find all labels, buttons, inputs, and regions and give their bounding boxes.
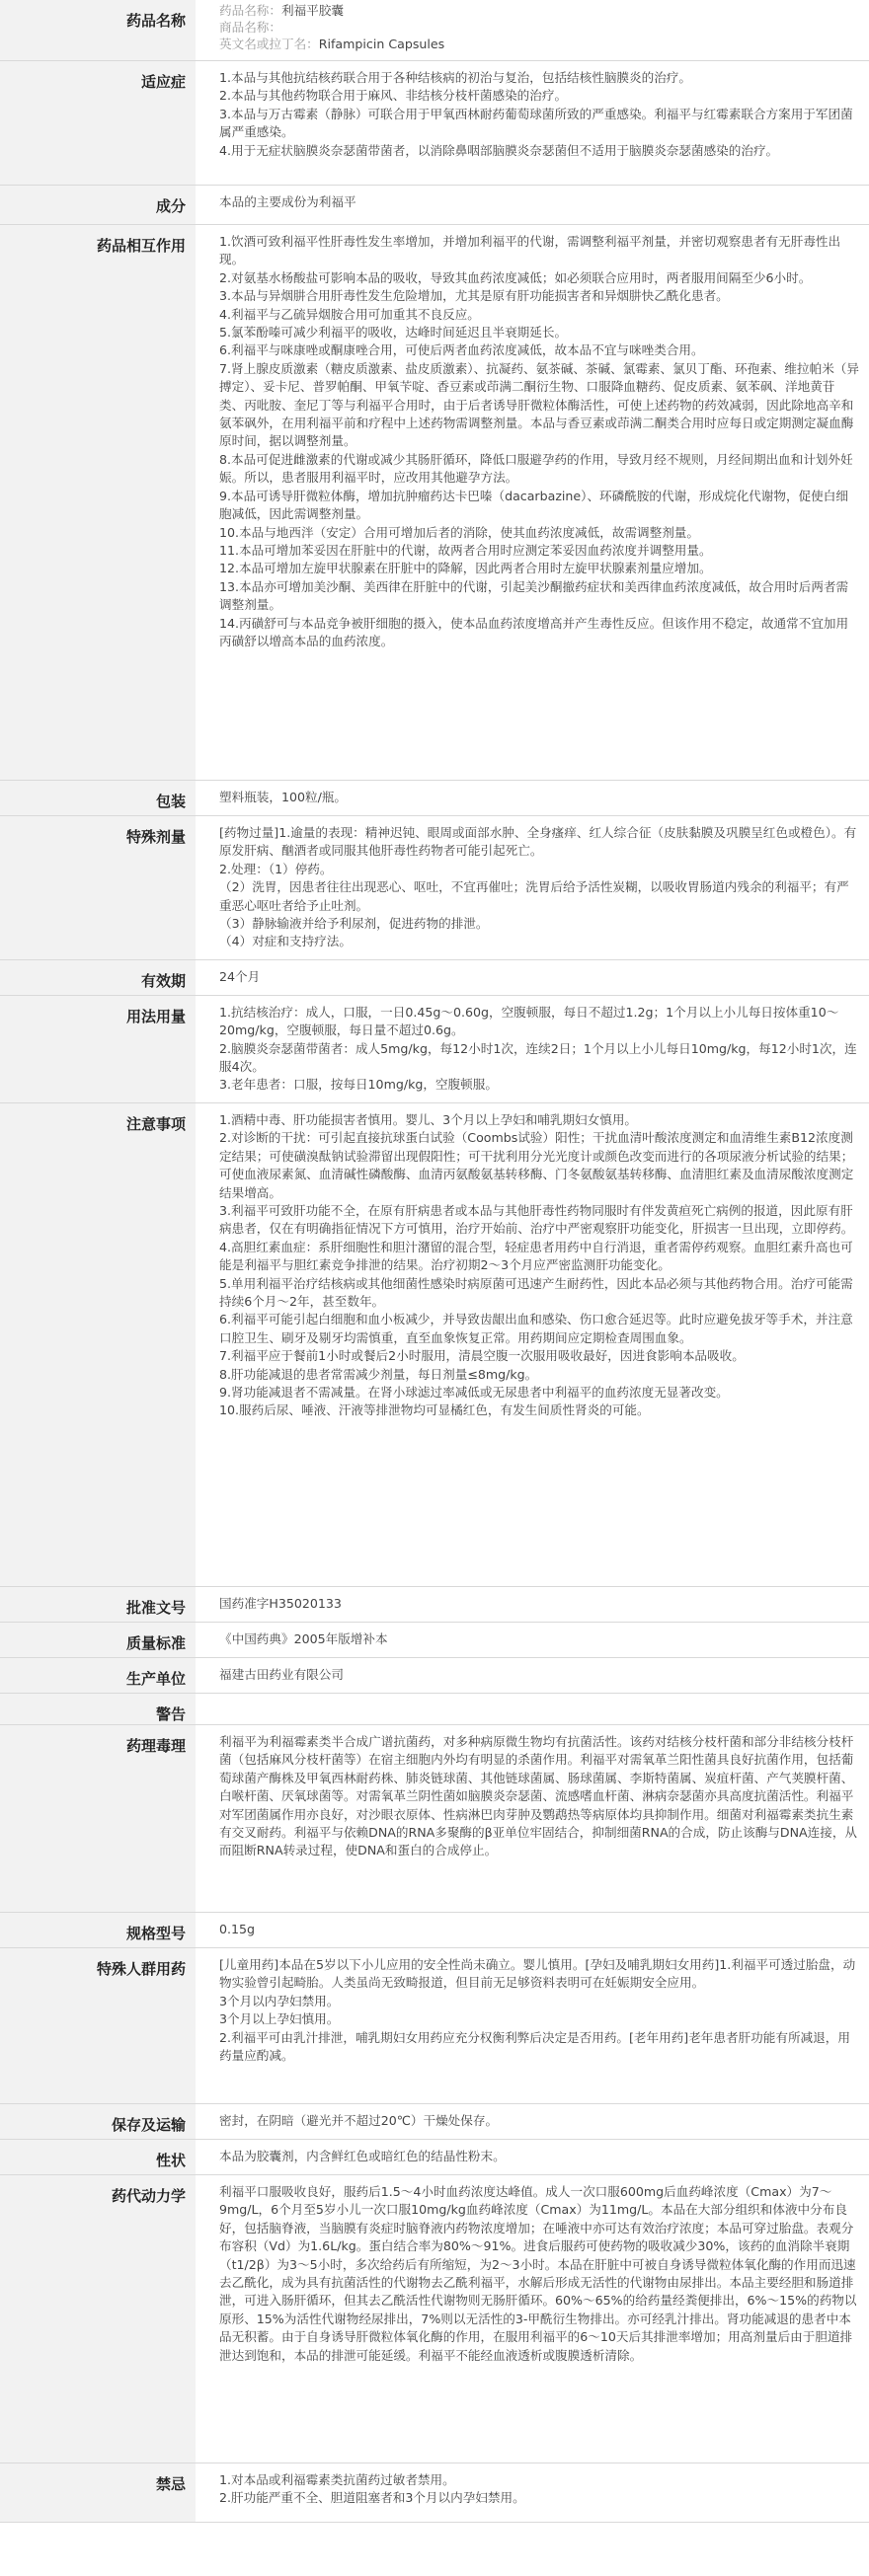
dosage-line: 3.老年患者：口服，按每日10mg/kg，空腹顿服。 [219, 1077, 498, 1093]
indication-line: 1.本品与其他抗结核药联合用于各种结核病的初治与复治，包括结核性脑膜炎的治疗。 [219, 70, 691, 85]
precaution-line: 10.服药后尿、唾液、汗液等排泄物均可显橘红色，有发生间质性肾炎的可能。 [219, 1402, 650, 1418]
row-manufacturer [0, 1657, 869, 1693]
interaction-line: 7.肾上腺皮质激素（糖皮质激素、盐皮质激素）、抗凝药、氨茶碱、茶碱、氯霉素、氯贝丁酯、环孢素、维拉帕米（异搏定）、妥卡尼、普罗帕酮、甲氧苄啶、香豆素或茚满二酮衍生物、口服降血糖药、促皮质素、氨苯砜、洋地黄苷类、丙吡胺、奎尼丁等与利福平合用时，由于后者诱导肝微粒体酶活性，可使上述药物的药效减弱，因此除地高辛和氨苯砜外，在用利福平前和疗程中上述药物需调整剂量。本品与香豆素或茚满二酮类合用时应每日或定期测定凝血酶原时间，据以调整剂量。 [219, 360, 859, 449]
interaction-line: 13.本品亦可增加美沙酮、美西律在肝脏中的代谢，引起美沙酮撤药症状和美西律血药浓度减低，故合用时后两者需调整剂量。 [219, 578, 849, 613]
row-properties [0, 2139, 869, 2174]
interaction-line: 2.对氨基水杨酸盐可影响本品的吸收，导致其血药浓度减低；如必须联合应用时，两者服用间隔至少6小时。 [219, 269, 812, 285]
label-drug-name: 药品名称 [0, 0, 196, 61]
interaction-line: 11.本品可增加苯妥因在肝脏中的代谢，故两者合用时应测定苯妥因血药浓度并调整用量。 [219, 542, 712, 558]
precaution-line: 4.高胆红素血症：系肝细胞性和胆汁潴留的混合型，轻症患者用药中自行消退，重者需停药观察。血胆红素升高也可能是利福平与胆红素竞争排泄的结果。治疗初期2～3个月应严密监测肝功能变化。 [219, 1239, 853, 1273]
row-pharmacokinetics [0, 2174, 869, 2462]
label-warning: 警告 [0, 1693, 196, 1724]
label-overdose: 特殊剂量 [0, 816, 196, 960]
special-population-line: [儿童用药]本品在5岁以下小儿应用的安全性尚未确立。婴儿慎用。[孕妇及哺乳期妇女用药]1.利福平可透过胎盘，动物实验曾引起畸胎。人类虽尚无致畸报道，但目前无足够资料表明可在妊娠期安全应用。 [219, 1956, 856, 1991]
value-ingredients: 本品的主要成份为利福平 [196, 186, 869, 225]
english-name-key: 英文名或拉丁名： [219, 37, 319, 51]
value-pharmacology: 利福平为利福霉素类半合成广谱抗菌药，对多种病原微生物均有抗菌活性。该药对结核分枝杆菌和部分非结核分枝杆菌（包括麻风分枝杆菌等）在宿主细胞内外均有明显的杀菌作用。利福平对需氧革兰阳性菌具良好抗菌作用，包括葡萄球菌产酶株及甲氧西林耐药株、肺炎链球菌、其他链球菌属、肠球菌属、李斯特菌属、炭疽杆菌、产气荚膜杆菌、白喉杆菌、厌氧球菌等。对需氧革兰阴性菌如脑膜炎奈瑟菌、流感嗜血杆菌、淋病奈瑟菌亦具高度抗菌活性。利福平对军团菌属作用亦良好，对沙眼衣原体、性病淋巴肉芽肿及鹦鹉热等病原体均具抑制作用。细菌对利福霉素类抗生素有交叉耐药。利福平与依赖DNA的RNA多聚酶的β亚单位牢固结合，抑制细菌RNA的合成，防止该酶与DNA连接，从而阻断RNA转录过程，使DNA和蛋白的合成停止。 [196, 1724, 869, 1912]
row-overdose [0, 816, 869, 960]
row-pharmacology [0, 1724, 869, 1912]
value-pharmacokinetics: 利福平口服吸收良好，服药后1.5～4小时血药浓度达峰值。成人一次口服600mg后血药峰浓度（Cmax）为7～9mg/L，6个月至5岁小儿一次口服10mg/kg血药峰浓度（Cmax）为11mg/L。本品在大部分组织和体液中分布良好，包括脑脊液，当脑膜有炎症时脑脊液内药物浓度增加；在唾液中亦可达有效治疗浓度；本品可穿过胎盘。表观分布容积（Vd）为1.6L/kg。蛋白结合率为80%～91%。进食后服药可使药物的吸收减少30%，该药的血消除半衰期（t1/2β）为3～5小时，多次给药后有所缩短，为2～3小时。本品在肝脏中可被自身诱导微粒体氧化酶的作用而迅速去乙酰化，成为具有抗菌活性的代谢物去乙酰利福平，水解后形成无活性的代谢物由尿排出。本品主要经胆和肠道排泄，可进入肠肝循环，但其去乙酰活性代谢物则无肠肝循环。60%～65%的给药量经粪便排出，6%～15%的药物以原形、15%为活性代谢物经尿排出，7%则以无活性的3-甲酰衍生物排出。亦可经乳汁排出。肾功能减退的患者中本品无积蓄。由于自身诱导肝微粒体氧化酶的作用，在服用利福平的6～10天后其排泄率增加；用高剂量后由于胆道排泄达到饱和，本品的排泄可能延缓。利福平不能经血液透析或腹膜透析清除。 [196, 2174, 869, 2462]
value-storage: 密封，在阴暗（避光并不超过20℃）干燥处保存。 [196, 2103, 869, 2139]
special-population-line: 3个月以上孕妇慎用。 [219, 2011, 340, 2027]
row-validity [0, 959, 869, 995]
row-special-population [0, 1947, 869, 2103]
value-contraindications [196, 2462, 869, 2522]
dosage-line: 1.抗结核治疗：成人，口服，一日0.45g～0.60g，空腹顿服，每日不超过1.2g；1个月以上小儿每日按体重10～20mg/kg，空腹顿服，每日量不超过0.6g。 [219, 1004, 839, 1038]
precaution-line: 5.单用利福平治疗结核病或其他细菌性感染时病原菌可迅速产生耐药性，因此本品必须与其他药物合用。治疗可能需持续6个月～2年，甚至数年。 [219, 1275, 853, 1309]
value-special-population [196, 1947, 869, 2103]
precaution-line: 6.利福平可能引起白细胞和血小板减少，并导致齿龈出血和感染、伤口愈合延迟等。此时应避免拔牙等手术，并注意口腔卫生、刷牙及剔牙均需慎重，直至血象恢复正常。用药期间应定期检查周围血象。 [219, 1312, 853, 1345]
row-contraindications [0, 2462, 869, 2522]
precaution-line: 1.酒精中毒、肝功能损害者慎用。婴儿、3个月以上孕妇和哺乳期妇女慎用。 [219, 1111, 638, 1127]
value-package: 塑料瓶装，100粒/瓶。 [196, 781, 869, 816]
overdose-line: （3）静脉输液并给予利尿剂，促进药物的排泄。 [219, 916, 489, 932]
label-package: 包装 [0, 781, 196, 816]
label-ingredients: 成分 [0, 186, 196, 225]
special-population-line: 3个月以内孕妇禁用。 [219, 1993, 340, 2008]
contraindication-line: 2.肝功能严重不全、胆道阻塞者和3个月以内孕妇禁用。 [219, 2490, 525, 2506]
label-manufacturer: 生产单位 [0, 1657, 196, 1693]
value-manufacturer: 福建古田药业有限公司 [196, 1657, 869, 1693]
interaction-line: 6.利福平与咪康唑或酮康唑合用，可使后两者血药浓度减低，故本品不宜与咪唑类合用。 [219, 342, 704, 358]
label-storage: 保存及运输 [0, 2103, 196, 2139]
row-interactions [0, 225, 869, 781]
value-warning [196, 1693, 869, 1724]
label-indications: 适应症 [0, 61, 196, 186]
generic-name-value: 利福平胶囊 [280, 3, 344, 18]
label-precautions: 注意事项 [0, 1102, 196, 1586]
value-indications [196, 61, 869, 186]
interaction-line: 4.利福平与乙硫异烟胺合用可加重其不良反应。 [219, 306, 480, 322]
interaction-line: 9.本品可诱导肝微粒体酶，增加抗肿瘤药达卡巴嗪（dacarbazine）、环磷酰胺的代谢，形成烷化代谢物，促使白细胞减低，因此需调整剂量。 [219, 488, 848, 522]
precaution-line: 3.利福平可致肝功能不全，在原有肝病患者或本品与其他肝毒性药物同服时有伴发黄疸死亡病例的报道，因此原有肝病患者，仅在有明确指征情况下方可慎用，治疗开始前、治疗中严密观察肝功能变化，肝损害一旦出现，立即停药。 [219, 1202, 854, 1237]
label-pharmacology: 药理毒理 [0, 1724, 196, 1912]
trade-name-key: 商品名称： [219, 20, 281, 35]
indication-line: 4.用于无症状脑膜炎奈瑟菌带菌者，以消除鼻咽部脑膜炎奈瑟菌但不适用于脑膜炎奈瑟菌感染的治疗。 [219, 142, 779, 158]
row-package [0, 781, 869, 816]
label-validity: 有效期 [0, 959, 196, 995]
interaction-line: 3.本品与异烟肼合用肝毒性发生危险增加，尤其是原有肝功能损害者和异烟肼快乙酰化患者。 [219, 288, 729, 304]
precaution-line: 2.对诊断的干扰：可引起直接抗球蛋白试验（Coombs试验）阳性；干扰血清叶酸浓度测定和血清维生素B12浓度测定结果；可使磺溴酞钠试验滞留出现假阳性；可干扰利用分光光度计或颜色改变而进行的各项尿液分析试验的结果；可使血液尿素氮、血清碱性磷酸酶、血清丙氨酸氨基转移酶、门冬氨酸氨基转移酶、血清胆红素及血清尿酸浓度测定结果增高。 [219, 1130, 854, 1200]
generic-name-key: 药品名称： [219, 3, 281, 18]
label-spec: 规格型号 [0, 1912, 196, 1947]
overdose-line: 2.处理：（1）停药。 [219, 861, 333, 876]
value-dosage [196, 995, 869, 1102]
contraindication-line: 1.对本品或利福霉素类抗菌药过敏者禁用。 [219, 2471, 455, 2487]
value-approval: 国药准字H35020133 [196, 1586, 869, 1622]
row-spec [0, 1912, 869, 1947]
overdose-line: [药物过量]1.逾量的表现：精神迟钝、眼周或面部水肿、全身瘙痒、红人综合征（皮肤黏膜及巩膜呈红色或橙色）。有原发肝病、酗酒者或同服其他肝毒性药物者可能引起死亡。 [219, 825, 857, 859]
interaction-line: 1.饮酒可致利福平性肝毒性发生率增加，并增加利福平的代谢，需调整利福平剂量，并密切观察患者有无肝毒性出现。 [219, 234, 841, 267]
label-dosage: 用法用量 [0, 995, 196, 1102]
interaction-line: 10.本品与地西泮（安定）合用可增加后者的消除，使其血药浓度减低，故需调整剂量。 [219, 524, 699, 540]
row-name [0, 0, 869, 61]
row-storage [0, 2103, 869, 2139]
label-properties: 性状 [0, 2139, 196, 2174]
label-standard: 质量标准 [0, 1622, 196, 1657]
row-ingredients [0, 186, 869, 225]
overdose-line: （4）对症和支持疗法。 [219, 934, 352, 949]
label-special-population: 特殊人群用药 [0, 1947, 196, 2103]
value-spec: 0.15g [196, 1912, 869, 1947]
precaution-line: 7.利福平应于餐前1小时或餐后2小时服用，清晨空腹一次服用吸收最好，因进食影响本品吸收。 [219, 1348, 745, 1364]
interaction-line: 14.丙磺舒可与本品竞争被肝细胞的摄入，使本品血药浓度增高并产生毒性反应。但该作用不稳定，故通常不宜加用丙磺舒以增高本品的血药浓度。 [219, 615, 849, 648]
row-precautions [0, 1102, 869, 1586]
precaution-line: 9.肾功能减退者不需减量。在肾小球滤过率减低或无尿患者中利福平的血药浓度无显著改变。 [219, 1384, 729, 1400]
value-precautions [196, 1102, 869, 1586]
value-overdose [196, 816, 869, 960]
row-warning [0, 1693, 869, 1724]
interaction-line: 12.本品可增加左旋甲状腺素在肝脏中的降解，因此两者合用时左旋甲状腺素剂量应增加。 [219, 561, 712, 576]
english-name-value: Rifampicin Capsules [318, 37, 445, 51]
value-drug-name [196, 0, 869, 61]
label-pharmacokinetics: 药代动力学 [0, 2174, 196, 2462]
indication-line: 2.本品与其他药物联合用于麻风、非结核分枝杆菌感染的治疗。 [219, 88, 568, 104]
dosage-line: 2.脑膜炎奈瑟菌带菌者：成人5mg/kg，每12小时1次，连续2日；1个月以上小儿每日10mg/kg，每12小时1次，连服4次。 [219, 1040, 857, 1075]
value-properties: 本品为胶囊剂，内含鲜红色或暗红色的结晶性粉末。 [196, 2139, 869, 2174]
value-validity: 24个月 [196, 959, 869, 995]
row-dosage [0, 995, 869, 1102]
interaction-line: 5.氯苯酚嗪可减少利福平的吸收，达峰时间延迟且半衰期延长。 [219, 325, 568, 341]
row-indications [0, 61, 869, 186]
indication-line: 3.本品与万古霉素（静脉）可联合用于甲氧西林耐药葡萄球菌所致的严重感染。利福平与红霉素联合方案用于军团菌属严重感染。 [219, 106, 853, 140]
special-population-line: 2.利福平可由乳汁排泄，哺乳期妇女用药应充分权衡利弊后决定是否用药。[老年用药]老年患者肝功能有所减退，用药量应酌减。 [219, 2029, 850, 2063]
label-contraindications: 禁忌 [0, 2462, 196, 2522]
interaction-line: 8.本品可促进雌激素的代谢或减少其肠肝循环，降低口服避孕药的作用，导致月经不规则，月经间期出血和计划外妊娠。所以，患者服用利福平时，应改用其他避孕方法。 [219, 451, 853, 486]
overdose-line: （2）洗胃，因患者往往出现恶心、呕吐，不宜再催吐；洗胃后给予活性炭糊，以吸收胃肠道内残余的利福平；有严重恶心呕吐者给予止吐剂。 [219, 879, 849, 913]
label-approval: 批准文号 [0, 1586, 196, 1622]
value-interactions [196, 225, 869, 781]
precaution-line: 8.肝功能减退的患者常需减少剂量，每日剂量≤8mg/kg。 [219, 1366, 538, 1382]
label-interactions: 药品相互作用 [0, 225, 196, 781]
row-approval [0, 1586, 869, 1622]
row-standard [0, 1622, 869, 1657]
value-standard: 《中国药典》2005年版增补本 [196, 1622, 869, 1657]
